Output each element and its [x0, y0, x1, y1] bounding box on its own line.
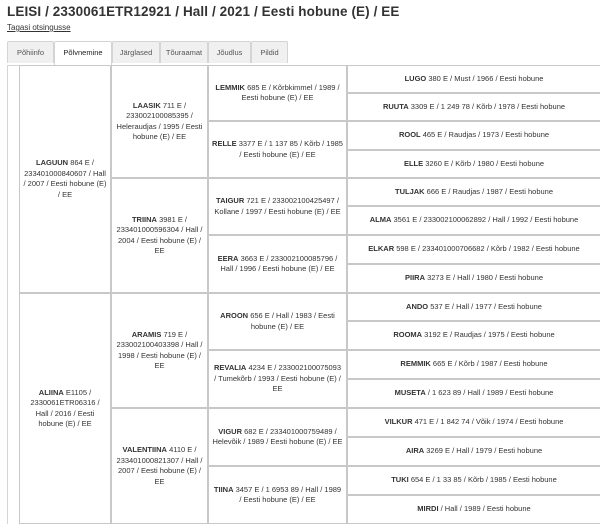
pedigree-cell-gen3: [208, 178, 347, 235]
horse-name[interactable]: ELKAR: [368, 244, 395, 254]
horse-details: 598 E / 233401000706682 / Kõrb / 1982 / Eesti hobune: [396, 244, 580, 254]
pedigree-cell-gen2: [111, 65, 208, 178]
horse-name[interactable]: EERA: [217, 253, 239, 263]
horse-name[interactable]: REVALIA: [213, 363, 247, 373]
pedigree-cell-gen4: [347, 495, 600, 524]
horse-name[interactable]: VIGUR: [218, 426, 243, 436]
horse-name[interactable]: RUUTA: [382, 101, 409, 111]
pedigree-cell-gen2: [111, 408, 208, 524]
horse-details: 719 E / 233002100403398 / Hall / 1998 / Eesti hobune (E) / EE: [116, 329, 203, 370]
back-to-search-link[interactable]: Tagasi otsingusse: [7, 23, 71, 32]
pedigree-cell-gen3: [208, 65, 347, 121]
horse-name[interactable]: LEMMIK: [215, 82, 245, 92]
horse-details: 3269 E / Hall / 1979 / Eesti hobune: [426, 446, 543, 456]
horse-details: 656 E / Hall / 1983 / Eesti hobune (E) / EE: [250, 311, 335, 331]
horse-name[interactable]: PIIRA: [404, 273, 425, 283]
horse-name[interactable]: LAGUUN: [36, 158, 69, 167]
horse-details: 380 E / Must / 1966 / Eesti hobune: [428, 73, 544, 83]
tab-touraamat[interactable]: Tõuraamat: [160, 41, 208, 63]
pedigree-cell-gen4: [347, 235, 600, 264]
horse-details: E1105 / 2330061ETR06316 / Hall / 2016 / Eesti hobune (E) / EE: [30, 387, 100, 428]
pedigree-cell-gen3: [208, 121, 347, 178]
pedigree-cell-gen4: [347, 408, 600, 437]
pedigree-cell-gen4: [347, 93, 600, 121]
horse-name[interactable]: ALMA: [369, 215, 392, 225]
pedigree-cell-gen3: [208, 350, 347, 408]
pedigree-panel: [7, 65, 597, 524]
horse-details: 3309 E / 1 249 78 / Kõrb / 1978 / Eesti hobune: [410, 101, 566, 111]
horse-name[interactable]: TUKI: [391, 475, 409, 485]
horse-details: 682 E / 233401000759489 / Helevõik / 1989 / Eesti hobune (E) / EE: [212, 426, 343, 446]
horse-name[interactable]: MUSETA: [394, 388, 426, 398]
horse-details: 711 E / 233002100085395 / Heleraudjas / 1995 / Eesti hobune (E) / EE: [116, 100, 203, 141]
pedigree-cell-gen3: [208, 466, 347, 524]
pedigree-cell-gen3: [208, 293, 347, 350]
tab-joudlus[interactable]: Jõudlus: [208, 41, 251, 63]
pedigree-cell-gen4: [347, 65, 600, 93]
horse-name[interactable]: ROOMA: [393, 330, 423, 340]
pedigree-cell-gen4: [347, 321, 600, 350]
horse-name[interactable]: TRIINA: [131, 214, 157, 224]
horse-details: 666 E / Raudjas / 1987 / Eesti hobune: [426, 186, 554, 196]
pedigree-cell-gen4: [347, 121, 600, 150]
horse-details: / 1 623 89 / Hall / 1989 / Eesti hobune: [427, 388, 554, 398]
horse-details: 3260 E / Kõrb / 1980 / Eesti hobune: [425, 158, 545, 168]
tab-bar: [7, 41, 597, 66]
pedigree-cell-gen3: [208, 408, 347, 466]
pedigree-cell-gen4: [347, 379, 600, 408]
horse-details: / Hall / 1989 / Eesti hobune: [440, 504, 531, 514]
horse-details: 3192 E / Raudjas / 1975 / Eesti hobune: [424, 330, 555, 340]
horse-name[interactable]: ELLE: [403, 158, 424, 168]
horse-details: 4110 E / 233401000821307 / Hall / 2007 / Eesti hobune (E) / EE: [116, 445, 203, 486]
tab-polvnemine[interactable]: Põlvnemine: [54, 41, 112, 66]
horse-name[interactable]: ALIINA: [38, 387, 64, 397]
horse-details: 685 E / Kõrbkimmel / 1989 / Eesti hobune (E) / EE: [241, 82, 340, 102]
horse-details: 465 E / Raudjas / 1973 / Eesti hobune: [422, 130, 550, 140]
pedigree-cell-gen4: [347, 264, 600, 293]
pedigree-cell-gen4: [347, 206, 600, 235]
horse-name[interactable]: TIINA: [213, 484, 234, 494]
horse-details: 721 E / 233002100425497 / Kollane / 1997 / Eesti hobune (E) / EE: [214, 196, 341, 216]
horse-name[interactable]: LAASIK: [132, 100, 161, 110]
horse-name[interactable]: ARAMIS: [131, 329, 162, 339]
pedigree-cell-gen2: [111, 293, 208, 408]
horse-details: 4234 E / 233002100075093 / Tumekõrb / 1993 / Eesti hobune (E) / EE: [214, 363, 342, 394]
horse-name[interactable]: VILKUR: [384, 417, 413, 427]
tab-jarglased[interactable]: Järglased: [112, 41, 160, 63]
pedigree-cell-gen2: [111, 178, 208, 293]
horse-name[interactable]: AIRA: [405, 446, 425, 456]
horse-name[interactable]: RELLE: [212, 139, 237, 148]
pedigree-cell-sire: [19, 65, 111, 293]
horse-name[interactable]: AROON: [220, 311, 249, 320]
horse-details: 3273 E / Hall / 1980 / Eesti hobune: [427, 273, 544, 283]
horse-name[interactable]: TAIGUR: [216, 196, 245, 205]
horse-details: 471 E / 1 842 74 / Võik / 1974 / Eesti hobune: [414, 417, 564, 427]
horse-details: 665 E / Kõrb / 1987 / Eesti hobune: [432, 359, 548, 369]
horse-name[interactable]: ROOL: [398, 130, 421, 140]
tab-pohiinfo[interactable]: Põhiinfo: [7, 41, 54, 63]
pedigree-cell-gen4: [347, 293, 600, 321]
horse-details: 3457 E / 1 6953 89 / Hall / 1989 / Eesti hobune (E) / EE: [235, 484, 342, 504]
horse-name[interactable]: VALENTIINA: [122, 445, 167, 454]
pedigree-cell-gen4: [347, 150, 600, 178]
horse-name[interactable]: REMMIK: [400, 359, 431, 369]
pedigree-cell-gen4: [347, 350, 600, 379]
horse-details: 864 E / 233401000840607 / Hall / 2007 / Eesti hobune (E) / EE: [23, 158, 107, 199]
horse-details: 3561 E / 233002100062892 / Hall / 1992 / Eesti hobune: [393, 215, 579, 225]
horse-name[interactable]: TULJAK: [394, 186, 425, 196]
tab-pildid[interactable]: Pildid: [251, 41, 288, 63]
page-title: LEISI / 2330061ETR12921 / Hall / 2021 / Eesti hobune (E) / EE: [7, 4, 400, 19]
horse-details: 654 E / 1 33 85 / Kõrb / 1985 / Eesti hobune: [410, 475, 557, 485]
horse-name[interactable]: MIRDI: [417, 504, 439, 514]
horse-name[interactable]: LUGO: [404, 73, 427, 83]
pedigree-cell-gen4: [347, 466, 600, 495]
horse-details: 537 E / Hall / 1977 / Eesti hobune: [430, 301, 542, 311]
horse-details: 3981 E / 233401000596304 / Hall / 2004 / Eesti hobune (E) / EE: [116, 214, 203, 255]
pedigree-cell-gen4: [347, 437, 600, 466]
pedigree-cell-dam: [19, 293, 111, 524]
pedigree-cell-gen4: [347, 178, 600, 206]
horse-details: 3377 E / 1 137 85 / Kõrb / 1985 / Eesti hobune (E) / EE: [238, 139, 343, 159]
horse-details: 3663 E / 233002100085796 / Hall / 1996 / Eesti hobune (E) / EE: [220, 253, 338, 273]
horse-name[interactable]: ANDO: [406, 301, 429, 311]
pedigree-cell-gen3: [208, 235, 347, 293]
